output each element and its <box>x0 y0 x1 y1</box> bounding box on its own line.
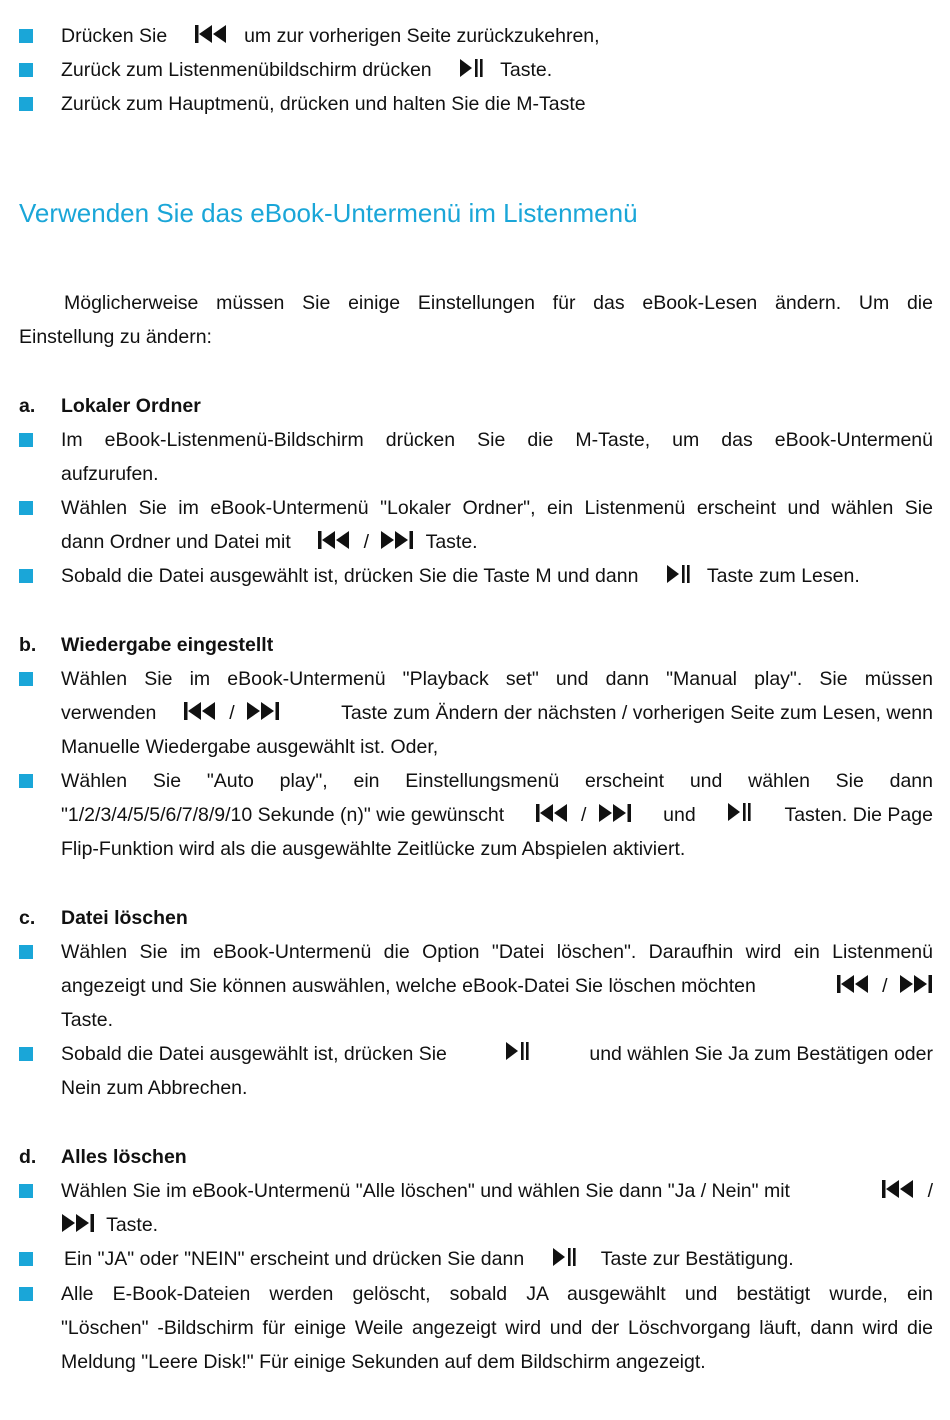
section-c-bullet-2-line-2: Nein zum Abbrechen. <box>61 1077 248 1099</box>
prev-icon <box>195 24 229 44</box>
play-pause-icon <box>666 564 692 584</box>
intro-bullet-1: Drücken Sie um zur vorherigen Seite zurückzukehren, <box>61 25 600 47</box>
section-a-bullet-3: Sobald die Datei ausgewählt ist, drücken Sie die Taste M und dann Taste zum Lesen. <box>61 565 860 587</box>
section-d-bullet-1-line-1: Wählen Sie im eBook-Untermenü "Alle löschen" und wählen Sie dann "Ja / Nein" mit / <box>61 1180 933 1202</box>
section-b-letter: b. <box>19 634 37 656</box>
section-c-bullet-1-line-3: Taste. <box>61 1009 114 1031</box>
section-c-bullet-1-line-2: angezeigt und Sie können auswählen, welche eBook-Datei Sie löschen möchten / <box>61 969 933 1003</box>
section-b-bullet-1-line-2: verwenden / Taste zum Ändern der nächsten / vorherigen Seite zum Lesen, wenn <box>61 702 933 724</box>
next-icon <box>598 803 632 823</box>
next-icon <box>246 701 280 721</box>
bullet-square-icon <box>19 97 33 111</box>
next-icon <box>380 530 414 550</box>
bullet-square-icon <box>19 1252 33 1266</box>
section-d-letter: d. <box>19 1146 37 1168</box>
section-d-bullet-3-line-3: Meldung "Leere Disk!" Für einige Sekunden auf dem Bildschirm angezeigt. <box>61 1351 706 1373</box>
section-b-bullet-1-line-3: Manuelle Wiedergabe ausgewählt ist. Oder, <box>61 736 439 758</box>
section-b-bullet-2-line-1: Wählen Sie "Auto play", ein Einstellungsmenü erscheint und wählen Sie dann <box>61 770 933 792</box>
section-c-bullet-1-line-1: Wählen Sie im eBook-Untermenü die Option "Datei löschen". Daraufhin wird ein Listenmenü <box>61 941 933 963</box>
section-a-bullet-1-line-1: Im eBook-Listenmenü-Bildschirm drücken Sie die M-Taste, um das eBook-Untermenü <box>61 429 933 451</box>
section-b-bullet-2-line-3: Flip-Funktion wird als die ausgewählte Zeitlücke zum Abspielen aktiviert. <box>61 838 686 860</box>
play-pause-icon <box>459 58 485 78</box>
section-a-title: Lokaler Ordner <box>61 395 201 417</box>
bullet-square-icon <box>19 29 33 43</box>
section-c-title: Datei löschen <box>61 907 188 929</box>
next-icon <box>61 1213 95 1233</box>
prev-icon <box>536 803 570 823</box>
section-a-letter: a. <box>19 395 36 417</box>
section-c-bullet-2-line-1: Sobald die Datei ausgewählt ist, drücken Sie und wählen Sie Ja zum Bestätigen oder <box>61 1043 933 1065</box>
bullet-square-icon <box>19 672 33 686</box>
section-c-letter: c. <box>19 907 36 929</box>
section-d-bullet-3-line-1: Alle E-Book-Dateien werden gelöscht, sobald JA ausgewählt und bestätigt wurde, ein <box>61 1283 933 1305</box>
bullet-square-icon <box>19 1047 33 1061</box>
section-b-bullet-2-line-2: "1/2/3/4/5/5/6/7/8/9/10 Sekunde (n)" wie gewünscht / und Tasten. Die Page <box>61 804 933 826</box>
intro-bullet-2: Zurück zum Listenmenübildschirm drücken Taste. <box>61 59 553 81</box>
bullet-square-icon <box>19 433 33 447</box>
next-icon <box>899 974 933 994</box>
section-b-bullet-1-line-1: Wählen Sie im eBook-Untermenü "Playback set" und dann "Manual play". Sie müssen <box>61 668 933 690</box>
bullet-square-icon <box>19 774 33 788</box>
bullet-square-icon <box>19 1287 33 1301</box>
section-d-title: Alles löschen <box>61 1146 187 1168</box>
section-a-bullet-2-line-2: dann Ordner und Datei mit / Taste. <box>61 531 478 553</box>
prev-icon <box>184 701 218 721</box>
section-b-title: Wiedergabe eingestellt <box>61 634 274 656</box>
section-d-bullet-3-line-2: "Löschen" -Bildschirm für einige Weile angezeigt wird und der Löschvorgang läuft, dann wird die <box>61 1317 933 1339</box>
section-heading: Verwenden Sie das eBook-Untermenü im Listenmenü <box>19 198 638 228</box>
prev-icon <box>882 1179 916 1199</box>
play-pause-icon <box>552 1247 578 1267</box>
play-pause-icon <box>505 1041 531 1061</box>
bullet-square-icon <box>19 63 33 77</box>
play-pause-icon <box>727 802 753 822</box>
intro-paragraph-line-1: Möglicherweise müssen Sie einige Einstellungen für das eBook-Lesen ändern. Um die <box>64 292 933 314</box>
intro-bullet-3: Zurück zum Hauptmenü, drücken und halten Sie die M-Taste <box>61 93 586 115</box>
prev-icon <box>318 530 352 550</box>
bullet-square-icon <box>19 1184 33 1198</box>
bullet-square-icon <box>19 501 33 515</box>
intro-paragraph-line-2: Einstellung zu ändern: <box>19 326 212 348</box>
bullet-square-icon <box>19 945 33 959</box>
section-a-bullet-2-line-1: Wählen Sie im eBook-Untermenü "Lokaler Ordner", ein Listenmenü erscheint und wählen Sie <box>61 497 933 519</box>
bullet-square-icon <box>19 569 33 583</box>
section-a-bullet-1-line-2: aufzurufen. <box>61 463 159 485</box>
section-d-bullet-1-line-2: Taste. <box>61 1208 158 1242</box>
prev-icon <box>837 974 871 994</box>
section-d-bullet-2: Ein "JA" oder "NEIN" erscheint und drücken Sie dann Taste zur Bestätigung. <box>64 1248 794 1270</box>
